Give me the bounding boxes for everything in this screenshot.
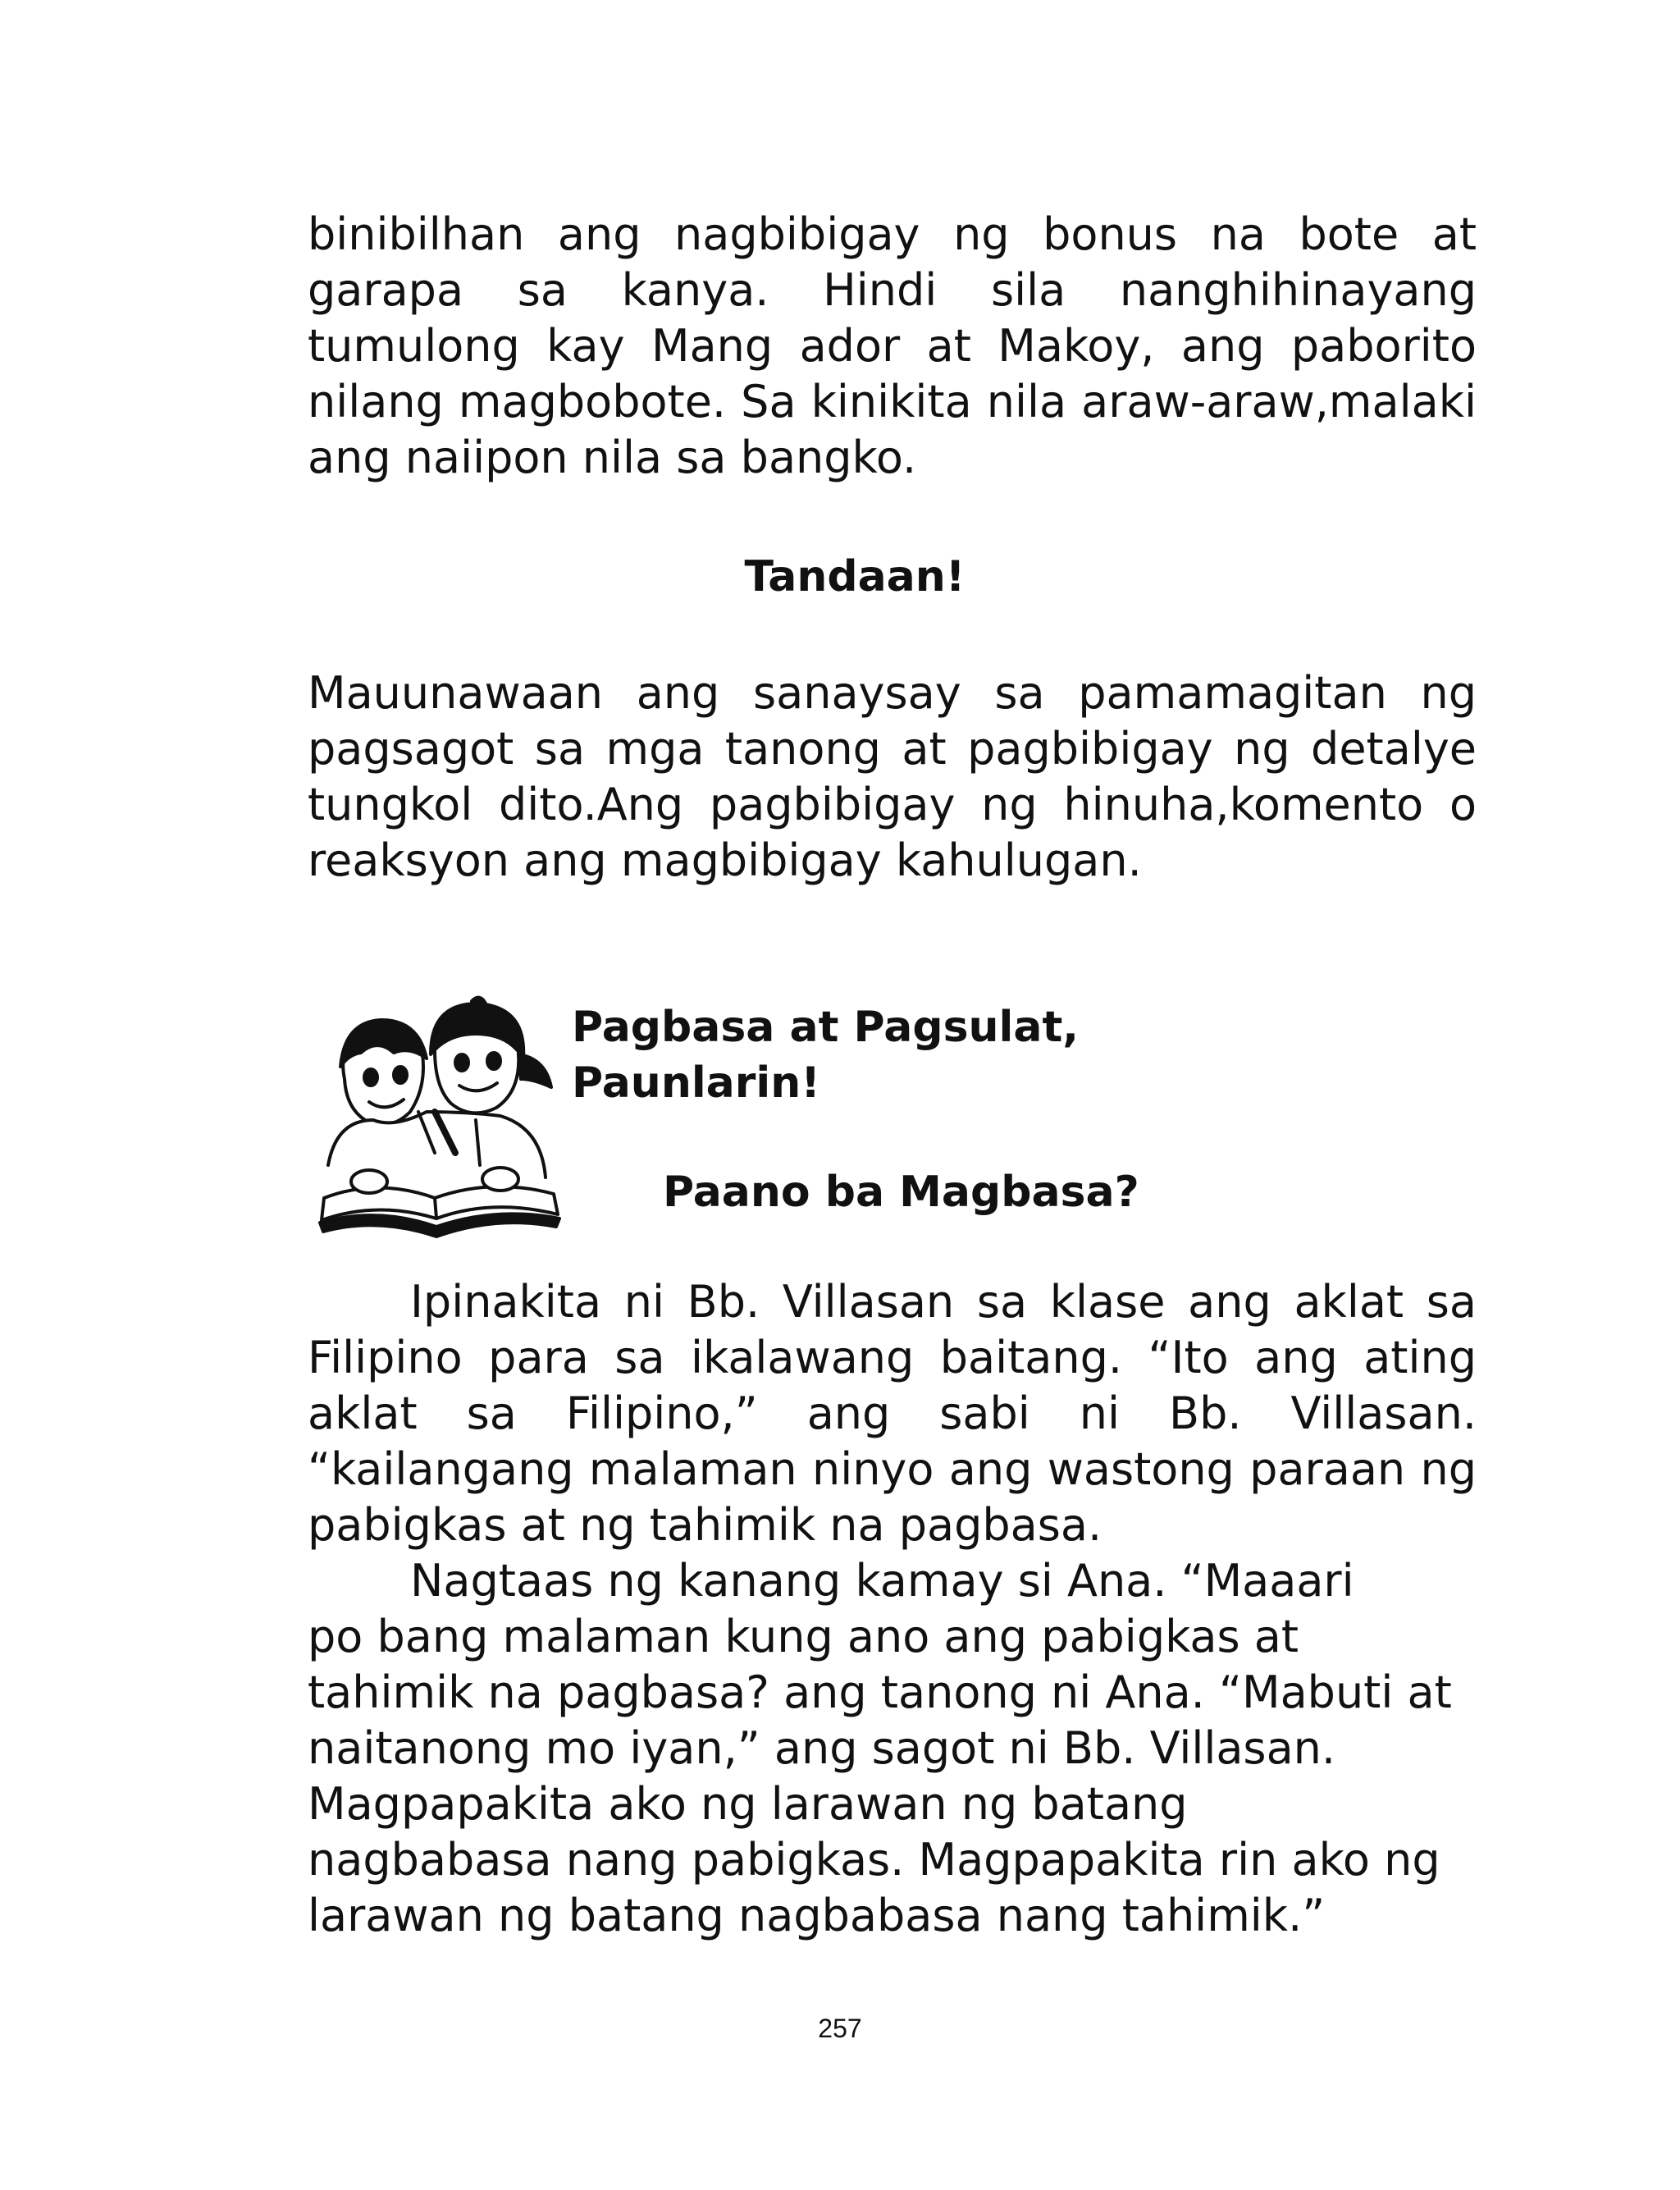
paragraph-tandaan: Mauunawaan ang sanaysay sa pamamagitan ng pagsagot sa mga tanong at pagbibigay ng detalye tungkol dito.Ang pagbibigay ng hinuha,komento o reaksyon ang magbibigay kahulugan. [308, 667, 1477, 886]
heading-tandaan: Tandaan! [744, 552, 966, 601]
section-title-line-1: Pagbasa at Pagsulat, [572, 1003, 1080, 1052]
paragraph-story-2-first-line: Nagtaas ng kanang kamay si Ana. “Maaari [410, 1555, 1354, 1607]
children-reading-book-icon [312, 989, 566, 1243]
section-title-line-2: Paunlarin! [572, 1058, 820, 1108]
paragraph-story-1: Ipinakita ni Bb. Villasan sa klase ang aklat sa Filipino para sa ikalawang baitang. “Ito ang ating aklat sa Filipino,” ang sabi ni Bb. Villasan. “kailangang malaman ninyo ang wastong paraan ng pabigkas at ng tahimik na pagbasa. [308, 1276, 1477, 1551]
paragraph-story-ending: binibilhan ang nagbibigay ng bonus na bote at garapa sa kanya. Hindi sila nanghihinayang tumulong kay Mang ador at Makoy, ang paborito nilang magbobote. Sa kinikita nila araw-araw,malaki ang naiipon nila sa bangko. [308, 208, 1477, 483]
page-number: 257 [818, 2014, 862, 2043]
paragraph-story-2: po bang malaman kung ano ang pabigkas at tahimik na pagbasa? ang tanong ni Ana. “Mabuti at naitanong mo iyan,” ang sagot ni Bb. Villasan. Magpapakita ako ng larawan ng batang nagbabasa nang pabigkas. Magpapakita rin ako ng larawan ng batang nagbabasa nang tahimik.” [308, 1611, 1452, 1941]
story-title: Paano ba Magbasa? [663, 1168, 1139, 1217]
